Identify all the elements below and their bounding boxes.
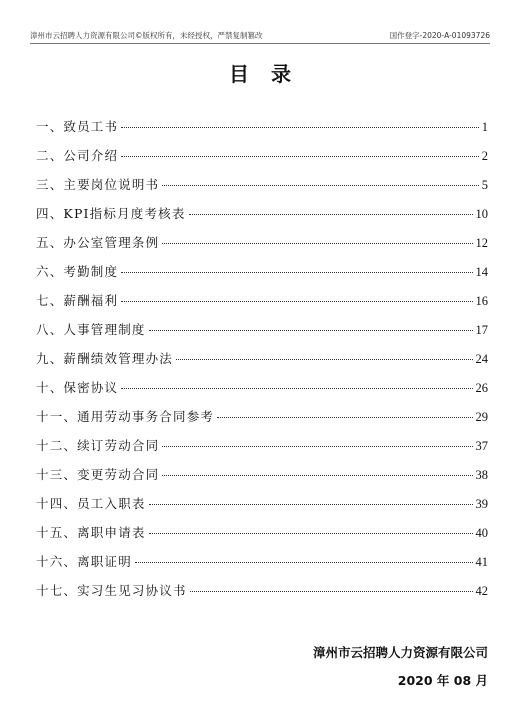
- toc-entry-label: 十一、通用劳动事务合同参考: [36, 409, 215, 424]
- toc-entry-label: 八、人事管理制度: [36, 322, 146, 337]
- toc-entry[interactable]: [36, 320, 488, 349]
- toc-entry[interactable]: [36, 233, 488, 262]
- toc-entry-page-number: 24: [475, 352, 488, 366]
- header-registration-number: 国作登字-2020-A-01093726: [389, 31, 490, 40]
- toc-entry-label: 四、KPI指标月度考核表: [36, 206, 186, 221]
- toc-dot-leader: [121, 156, 479, 157]
- toc-entry[interactable]: [36, 494, 488, 523]
- page-header: [30, 25, 490, 44]
- toc-entry-label: 十六、离职证明: [36, 554, 132, 569]
- toc-entry[interactable]: [36, 262, 488, 291]
- toc-entry-label: 一、致员工书: [36, 119, 119, 134]
- toc-entry[interactable]: [36, 581, 488, 610]
- toc-entry-label: 十、保密协议: [36, 380, 119, 395]
- toc-dot-leader: [149, 504, 473, 505]
- toc-entry-page-number: 26: [475, 381, 488, 395]
- toc-dot-leader: [189, 214, 473, 215]
- toc-dot-leader: [217, 417, 472, 418]
- toc-entry[interactable]: [36, 349, 488, 378]
- toc-entry-page-number: 42: [475, 584, 488, 598]
- toc-dot-leader: [149, 533, 473, 534]
- toc-entry[interactable]: [36, 204, 488, 233]
- toc-dot-leader: [162, 185, 478, 186]
- toc-entry-label: 七、薪酬福利: [36, 293, 119, 308]
- toc-entry[interactable]: [36, 436, 488, 465]
- toc-dot-leader: [121, 388, 472, 389]
- toc-entry[interactable]: [36, 523, 488, 552]
- toc-entry-page-number: 10: [475, 207, 488, 221]
- toc-entry-page-number: 38: [475, 468, 488, 482]
- toc-entry-label: 十三、变更劳动合同: [36, 467, 160, 482]
- toc-dot-leader: [121, 272, 472, 273]
- toc-dot-leader: [121, 301, 472, 302]
- toc-entry-label: 六、考勤制度: [36, 264, 119, 279]
- page-title: 目录: [229, 62, 313, 86]
- toc-dot-leader: [121, 127, 479, 128]
- toc-entry-page-number: 16: [475, 294, 488, 308]
- toc-entry-label: 十七、实习生见习协议书: [36, 583, 187, 598]
- toc-entry-page-number: 12: [475, 236, 488, 250]
- table-of-contents: [36, 117, 488, 610]
- toc-entry-page-number: 29: [475, 410, 488, 424]
- toc-entry-page-number: 5: [481, 178, 488, 192]
- toc-entry[interactable]: [36, 407, 488, 436]
- toc-entry-page-number: 41: [475, 555, 488, 569]
- toc-entry-label: 九、薪酬绩效管理办法: [36, 351, 174, 366]
- toc-entry-label: 十四、员工入职表: [36, 496, 146, 511]
- toc-entry-label: 十二、续订劳动合同: [36, 438, 160, 453]
- toc-entry-page-number: 2: [481, 149, 488, 163]
- company-signature: 漳州市云招聘人力资源有限公司: [312, 645, 488, 660]
- toc-entry-label: 十五、离职申请表: [36, 525, 146, 540]
- toc-entry-label: 三、主要岗位说明书: [36, 177, 160, 192]
- toc-dot-leader: [176, 359, 472, 360]
- toc-dot-leader: [190, 591, 473, 592]
- toc-dot-leader: [162, 446, 472, 447]
- toc-entry-label: 二、公司介绍: [36, 148, 119, 163]
- toc-entry-page-number: 40: [475, 526, 488, 540]
- toc-entry-page-number: 14: [475, 265, 488, 279]
- toc-entry-page-number: 1: [481, 120, 488, 134]
- toc-dot-leader: [162, 475, 472, 476]
- toc-entry[interactable]: [36, 146, 488, 175]
- toc-entry[interactable]: [36, 291, 488, 320]
- toc-entry[interactable]: [36, 117, 488, 146]
- toc-entry[interactable]: [36, 378, 488, 407]
- toc-entry-label: 五、办公室管理条例: [36, 235, 160, 250]
- toc-entry[interactable]: [36, 552, 488, 581]
- toc-dot-leader: [135, 562, 473, 563]
- toc-entry[interactable]: [36, 175, 488, 204]
- toc-entry-page-number: 39: [475, 497, 488, 511]
- toc-entry-page-number: 37: [475, 439, 488, 453]
- header-copyright: 漳州市云招聘人力资源有限公司©版权所有，未经授权，严禁复制篡改: [30, 31, 263, 40]
- toc-entry[interactable]: [36, 465, 488, 494]
- toc-dot-leader: [162, 243, 472, 244]
- toc-dot-leader: [149, 330, 473, 331]
- toc-entry-page-number: 17: [475, 323, 488, 337]
- document-date: 2020 年 08 月: [397, 673, 488, 688]
